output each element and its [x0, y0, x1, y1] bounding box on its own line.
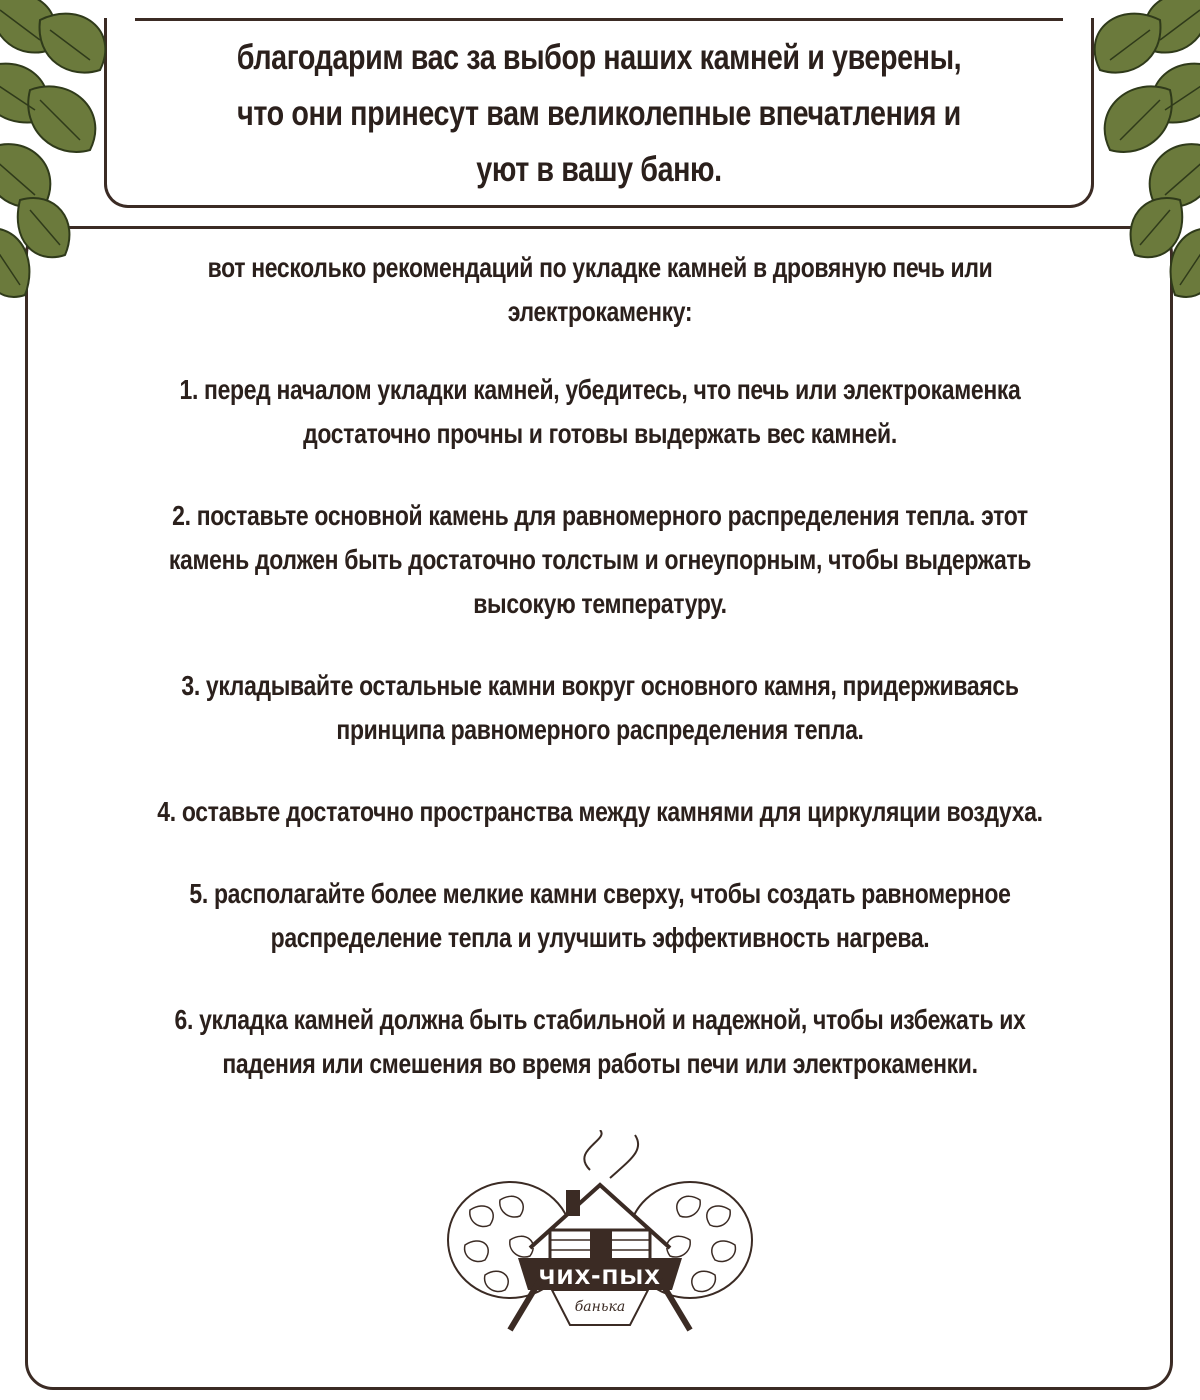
intro-text: вот несколько рекомендаций по укладке камней в дровяную печь или электрокаменку:: [207, 252, 993, 327]
tip-item: 4. оставьте достаточно пространства между камнями для циркуляции воздуха.: [157, 796, 1043, 827]
logo-subtitle: банька: [574, 1299, 626, 1315]
recommendations-content: [60, 246, 1140, 1124]
tip-item: 1. перед началом укладки камней, убедитесь, что печь или электрокаменка достаточно прочны и готовы выдержать вес камней.: [179, 374, 1021, 449]
bathhouse-logo: [440, 1130, 760, 1360]
tip-item: 3. укладывайте остальные камни вокруг основного камня, придерживаясь принципа равномерного распределения тепла.: [181, 670, 1019, 745]
bathhouse-logo-graphic: [440, 1130, 760, 1360]
birch-leaves-right-decoration: [1050, 0, 1200, 320]
header-text: благодарим вас за выбор наших камней и уверены, что они принесут вам великолепные впечатления и уют в вашу баню.: [236, 37, 962, 189]
tip-item: 2. поставьте основной камень для равномерного распределения тепла. этот камень должен быть достаточно толстым и огнеупорным, чтобы выдержать высокую температуру.: [168, 500, 1032, 619]
tip-item: 5. располагайте более мелкие камни сверху, чтобы создать равномерное распределение тепла и улучшить эффективность нагрева.: [189, 878, 1011, 953]
tip-item: 6. укладка камней должна быть стабильной и надежной, чтобы избежать их падения или смешения во время работы печи или электрокаменки.: [174, 1004, 1026, 1079]
header-box: [104, 18, 1094, 208]
birch-leaves-left-decoration: [0, 0, 150, 320]
tips-list: [60, 368, 1140, 1086]
logo-title: чих-пых: [539, 1259, 661, 1290]
